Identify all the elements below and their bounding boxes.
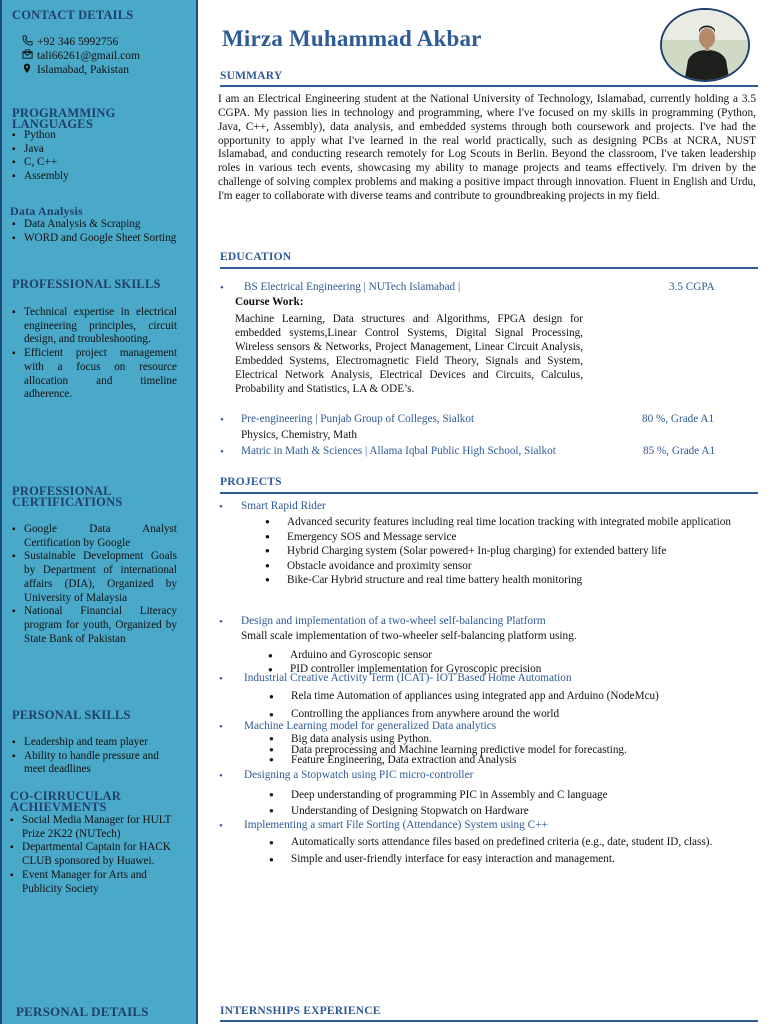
list-item: ▪ Ability to handle pressure and meet deadlines [12, 750, 177, 777]
project-title: Machine Learning model for generalized Data analytics [244, 720, 497, 732]
list-item: ▪ Google Data Analyst Certification by Google [12, 523, 177, 550]
contact-heading: CONTACT DETAILS [12, 8, 134, 22]
project-points [291, 734, 751, 766]
list-item: ● Automatically sorts attendance files based on predefined criteria (e.g., date, student ID, class). [291, 835, 751, 850]
section-divider [220, 85, 758, 87]
certifications-heading [12, 486, 122, 508]
bullet: • [220, 282, 224, 294]
email-icon [20, 49, 34, 63]
list-item: ▪ C, C++ [12, 156, 69, 170]
list-item: ▪ Python [12, 129, 69, 143]
email-text[interactable]: tali66261@gmail.com [37, 50, 140, 62]
programming-heading-line1: PROGRAMMING [12, 106, 116, 120]
project-title: Industrial Creative Activity Term (ICAT)- IOT Based Home Automation [244, 672, 572, 684]
programming-heading-line2: LANGUAGES [12, 117, 93, 131]
project-title: Designing a Stopwatch using PIC micro-controller [244, 769, 474, 781]
project-title: Design and implementation of a two-wheel self-balancing Platform [241, 615, 546, 627]
bullet: • [220, 446, 224, 458]
main-content [216, 0, 760, 1024]
programming-list [12, 129, 69, 184]
project-points [291, 688, 751, 723]
list-item: ● Feature Engineering, Data extraction and Analysis [291, 755, 751, 766]
personal-details-heading: PERSONAL DETAILS [16, 1004, 149, 1019]
list-item: ▪ Leadership and team player [12, 736, 177, 750]
cocurricular-heading [10, 791, 121, 813]
programming-heading [12, 108, 116, 130]
bullet: • [219, 501, 223, 513]
list-item: ▪ Event Manager for Arts and Publicity Society [10, 869, 180, 896]
list-item: ▪ Assembly [12, 170, 69, 184]
bullet: • [219, 673, 223, 685]
profile-photo [660, 8, 750, 82]
bullet: • [219, 616, 223, 628]
list-item: ● Emergency SOS and Message service [287, 530, 757, 545]
phone-icon [20, 35, 34, 49]
pre-engineering-subjects: Physics, Chemistry, Math [241, 429, 358, 441]
bullet: • [220, 414, 224, 426]
personal-skills-list [12, 736, 177, 777]
list-item: ▪ Technical expertise in electrical engineering principles, circuit design, and troubleshooting. [12, 306, 177, 347]
list-item: ▪ Efficient project management with a focus on resource allocation and timeline adherence. [12, 347, 177, 402]
project-points [291, 835, 751, 867]
summary-heading: SUMMARY [220, 70, 283, 82]
list-item: ● Bike-Car Hybrid structure and real time battery health monitoring [287, 573, 757, 588]
list-item: ● Simple and user-friendly interface for easy interaction and management. [291, 852, 751, 867]
bullet: • [219, 820, 223, 832]
internships-heading: INTERNSHIPS EXPERIENCE [220, 1005, 381, 1017]
certifications-list [12, 523, 177, 646]
location-text: Islamabad, Pakistan [37, 64, 129, 76]
sidebar [0, 0, 198, 1024]
education-heading: EDUCATION [220, 251, 292, 263]
summary-text: I am an Electrical Engineering student at the National University of Technology, Islamabad, currently holding a 3.5 CGPA. My passion lies in technology and programming, where I've focused on my skills in programming (Python, Java, C++, Assembly), data analysis, and embedded systems through both coursework and projects. I've had the opportunity to apply what I've learned in the real world practically, such as designing PCBs at NCRA, NUST Islamabad, and conducting research remotely for Log Scouts in Berlin. Beyond the classroom, I've taken leadership roles in various tech events, showcasing my ability to manage projects and teams effectively. I'm driven by the challenge of solving complex problems and making a positive impact through innovation. Fluent in English and Urdu, I'm eager to collaborate with diverse teams and contribute to groundbreaking projects in my field. [218, 93, 756, 202]
data-analysis-list [12, 218, 177, 245]
contact-location [20, 63, 129, 77]
project-description: Small scale implementation of two-wheeler self-balancing platform using. [241, 630, 577, 642]
education-entry-score: 3.5 CGPA [669, 281, 715, 293]
education-entry-title: Pre-engineering | Punjab Group of Colleges, Sialkot [241, 413, 475, 425]
coursework-label: Course Work: [235, 296, 304, 308]
list-item: ▪ WORD and Google Sheet Sorting [12, 232, 177, 246]
list-item: ▪ Java [12, 143, 69, 157]
section-divider [220, 267, 758, 269]
bullet: • [219, 721, 223, 733]
list-item: ▪ Data Analysis & Scraping [12, 218, 177, 232]
list-item: ▪ National Financial Literacy program for youth, Organized by State Bank of Pakistan [12, 605, 177, 646]
list-item: ● PID controller implementation for Gyroscopic precision [290, 663, 750, 677]
location-pin-icon [20, 63, 34, 77]
phone-text[interactable]: +92 346 5992756 [37, 36, 119, 48]
coursework-text: Machine Learning, Data structures and Algorithms, FPGA design for embedded systems,Linear Control Systems, Digital Signal Processing, Wireless sensors & Networks, Project Management, Linear Circuit Analysis, Embedded Systems, Electromagnetic Field Theory, Signals and System, Electrical Network Analysis, Electrical Devices and Circuits, Calculus, Probability and Statistics, LA & ODE’s. [235, 313, 583, 395]
personal-skills-heading: PERSONAL SKILLS [12, 708, 131, 722]
cocurricular-heading-line2: ACHIEVMENTS [10, 800, 107, 814]
contact-email [20, 49, 140, 63]
list-item: ● Data preprocessing and Machine learning predictive model for forecasting. [291, 745, 751, 756]
section-divider [220, 492, 758, 494]
list-item: ▪ Sustainable Development Goals by Department of international affairs (DIA), Organized by University of Malaysia [12, 550, 177, 605]
list-item: ● Advanced security features including real time location tracking with integrated mobile application [287, 515, 757, 530]
list-item: ▪ Departmental Captain for HACK CLUB sponsored by Huawei. [10, 841, 180, 868]
project-title: Implementing a smart File Sorting (Attendance) System using C++ [244, 819, 548, 831]
professional-skills-list [12, 306, 177, 402]
list-item: ● Rela time Automation of appliances using integrated app and Arduino (NodeMcu) [291, 688, 751, 706]
list-item: ● Arduino and Gyroscopic sensor [290, 649, 750, 663]
education-entry-score: 80 %, Grade A1 [642, 413, 715, 425]
projects-heading: PROJECTS [220, 476, 282, 488]
data-analysis-heading: Data Analysis [10, 204, 83, 218]
list-item: ● Understanding of Designing Stopwatch on Hardware [291, 803, 751, 819]
candidate-name: Mirza Muhammad Akbar [222, 26, 482, 51]
list-item: ● Big data analysis using Python. [291, 734, 751, 745]
list-item: ● Obstacle avoidance and proximity sensor [287, 559, 757, 574]
cocurricular-heading-line1: CO-CIRRUCULAR [10, 789, 121, 803]
cocurricular-list [10, 814, 180, 896]
list-item: ● Controlling the appliances from anywhere around the world [291, 706, 751, 724]
list-item: ▪ Social Media Manager for HULT Prize 2K22 (NUTech) [10, 814, 180, 841]
education-entry-title: Matric in Math & Sciences | Allama Iqbal Public High School, Sialkot [241, 445, 556, 457]
section-divider [220, 1020, 758, 1022]
project-title: Smart Rapid Rider [241, 500, 326, 512]
education-entry-title: BS Electrical Engineering | NUTech Islamabad | [244, 281, 461, 293]
bullet: • [219, 770, 223, 782]
certifications-heading-line2: CERTIFICATIONS [12, 495, 123, 509]
list-item: ● Deep understanding of programming PIC in Assembly and C language [291, 787, 751, 803]
professional-skills-heading: PROFESSIONAL SKILLS [12, 277, 161, 291]
project-points [287, 515, 757, 588]
list-item: ● Hybrid Charging system (Solar powered+ In-plug charging) for extended battery life [287, 544, 757, 559]
contact-phone [20, 35, 118, 49]
certifications-heading-line1: PROFESSIONAL [12, 484, 112, 498]
education-entry-score: 85 %, Grade A1 [643, 445, 716, 457]
project-points [291, 787, 751, 819]
